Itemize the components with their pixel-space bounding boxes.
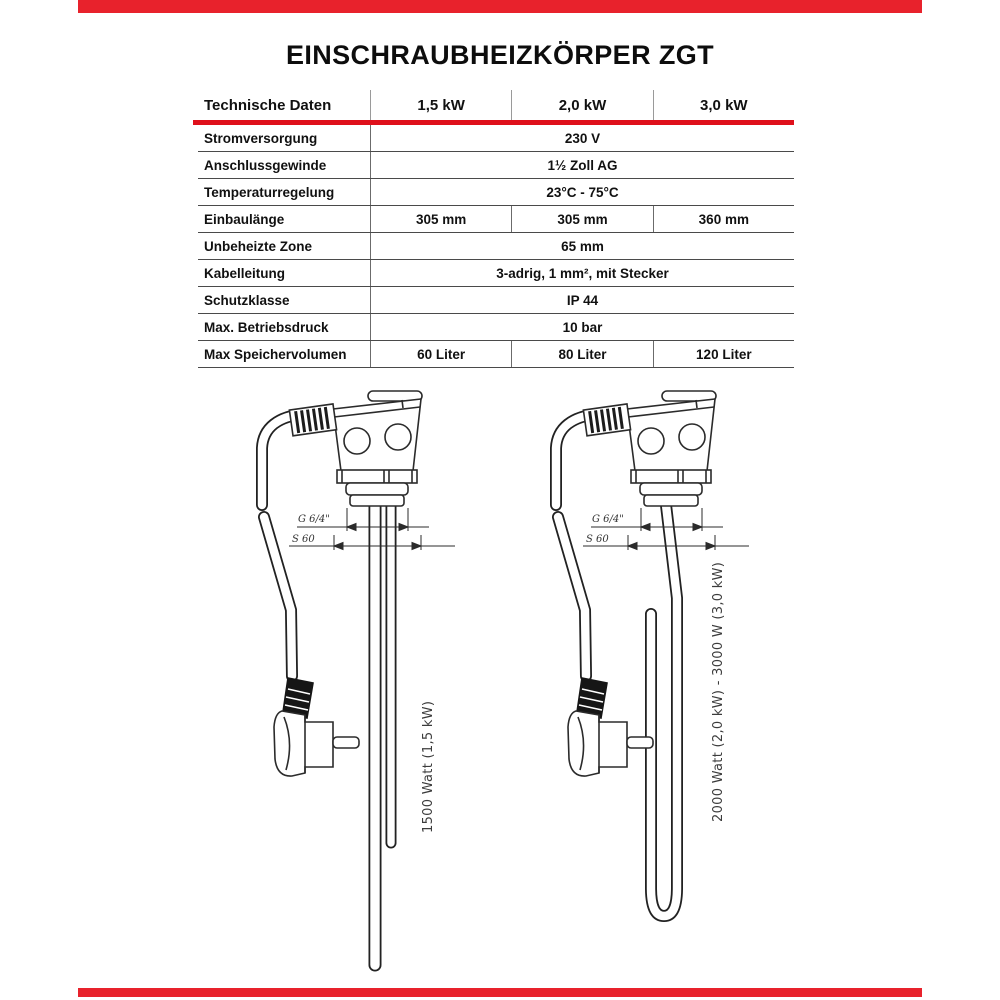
table-header-label: Technische Daten xyxy=(198,90,371,120)
row-label: Kabelleitung xyxy=(198,260,371,286)
heater-drawing-right xyxy=(556,391,749,916)
row-value-3-0kw: 120 Liter xyxy=(696,346,752,362)
bottom-red-bar xyxy=(78,988,922,997)
row-label: Anschlussgewinde xyxy=(198,152,371,178)
row-value-2-0kw: 80 Liter xyxy=(512,341,653,367)
thread-dimension-label: G 6/4" xyxy=(298,514,330,525)
column-header-1-5kw: 1,5 kW xyxy=(371,90,512,120)
row-value-2-0kw: 305 mm xyxy=(512,206,653,232)
row-value: IP 44 xyxy=(566,292,599,308)
watt-label-left: 1500 Watt (1,5 kW) xyxy=(421,700,436,833)
row-value-1-5kw: 60 Liter xyxy=(371,341,512,367)
row-value: 10 bar xyxy=(562,319,603,335)
row-value: 3-adrig, 1 mm², mit Stecker xyxy=(496,265,669,281)
thread-dimension-label: G 6/4" xyxy=(592,514,624,525)
row-value: 230 V xyxy=(564,130,601,146)
column-header-3-0kw: 3,0 kW xyxy=(700,96,748,114)
heater-head xyxy=(583,391,716,506)
heater-drawing-left xyxy=(262,391,455,965)
watt-label-right: 2000 Watt (2,0 kW) - 3000 W (3,0 kW) xyxy=(711,561,726,822)
row-label: Schutzklasse xyxy=(198,287,371,313)
column-header-2-0kw: 2,0 kW xyxy=(512,90,653,120)
page-title: EINSCHRAUBHEIZKÖRPER ZGT xyxy=(285,40,715,70)
power-cable xyxy=(262,414,305,676)
row-value: 65 mm xyxy=(561,238,604,254)
wrench-dimension-label: S 60 xyxy=(586,534,609,545)
row-label: Stromversorgung xyxy=(198,125,371,151)
row-label: Max. Betriebsdruck xyxy=(198,314,371,340)
row-label: Temperaturregelung xyxy=(198,179,371,205)
row-value: 1½ Zoll AG xyxy=(547,157,618,173)
schuko-plug xyxy=(568,678,653,776)
wrench-dimension-label: S 60 xyxy=(292,534,315,545)
row-label: Max Speichervolumen xyxy=(198,341,371,367)
row-label: Einbaulänge xyxy=(198,206,371,232)
heater-head xyxy=(289,391,422,506)
u-shaped-element xyxy=(651,505,677,916)
heating-rod xyxy=(375,505,391,965)
row-value: 23°C - 75°C xyxy=(546,184,619,200)
row-value-3-0kw: 360 mm xyxy=(698,211,749,227)
row-value-1-5kw: 305 mm xyxy=(371,206,512,232)
power-cable xyxy=(556,414,599,676)
row-label: Unbeheizte Zone xyxy=(198,233,371,259)
schuko-plug xyxy=(274,678,359,776)
